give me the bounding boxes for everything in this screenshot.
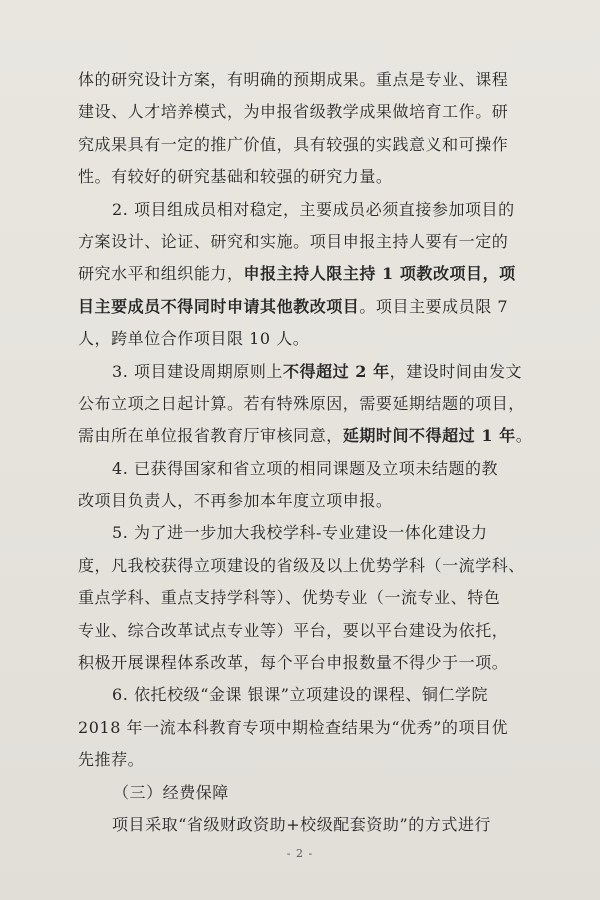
section-heading: （三）经费保障: [113, 782, 229, 802]
text-line: 项目采取“省级财政资助+校级配套资助”的方式进行: [112, 814, 491, 834]
text-line: 2018 年一流本科教育专项中期检查结果为“优秀”的项目优: [78, 717, 509, 737]
text-line: 度，凡我校获得立项建设的省级及以上优势学科（一流学科、: [78, 555, 525, 575]
document-body: [78, 64, 548, 841]
text-line: 重点学科、重点支持学科等）、优势专业（一流专业、特色: [78, 588, 501, 608]
text-segment: 。项目主要成员限 7: [359, 296, 509, 316]
text-line: 究成果具有一定的推广价值，具有较强的实践意义和可操作: [78, 134, 509, 154]
text-line: [78, 258, 548, 290]
emphasized-text: 目主要成员不得同时申请其他教改项目: [78, 296, 360, 316]
text-line: 性。有较好的研究基础和较强的研究力量。: [78, 167, 393, 187]
page-number: - 2 -: [286, 847, 314, 860]
text-line: [78, 420, 548, 452]
text-line: 积极开展课程体系改革，每个平台申报数量不得少于一项。: [78, 653, 509, 673]
text-line: 专业、综合改革试点专业等）平台，要以平台建设为依托，: [78, 620, 509, 640]
text-segment: 研究水平和组织能力，: [78, 264, 244, 284]
text-segment: ，建设时间由发文: [389, 361, 523, 381]
text-segment: 3. 项目建设周期原则上: [112, 361, 283, 381]
emphasized-text: 申报主持人限主持 1 项教改项目，项: [243, 264, 516, 284]
text-line: [78, 356, 548, 388]
text-line: 先推荐。: [78, 750, 145, 770]
text-line: 建设、人才培养模式，为申报省级教学成果做培育工作。研: [78, 102, 509, 122]
text-segment: 。: [515, 426, 533, 446]
emphasized-text: 延期时间不得超过 1 年: [342, 426, 516, 446]
text-segment: 需由所在单位报省教育厅审核同意，: [78, 426, 343, 446]
text-line: 改项目负责人，不再参加本年度立项申报。: [78, 491, 393, 511]
text-line: 公布立项之日起计算。若有特殊原因，需要延期结题的项目，: [78, 393, 525, 413]
text-line: 2. 项目组成员相对稳定，主要成员必须直接参加项目的: [112, 199, 515, 219]
emphasized-text: 不得超过 2 年: [282, 361, 390, 381]
text-line: 6. 依托校级“金课 银课”立项建设的课程、铜仁学院: [112, 685, 489, 705]
text-line: 4. 已获得国家和省立项的相同课题及立项未结题的教: [112, 458, 499, 478]
text-line: 5. 为了进一步加大我校学科-专业建设一体化建设力: [112, 523, 488, 543]
text-line: 体的研究设计方案，有明确的预期成果。重点是专业、课程: [78, 70, 509, 89]
text-line: 方案设计、论证、研究和实施。项目申报主持人要有一定的: [78, 231, 509, 251]
text-line: [78, 291, 548, 323]
text-line: 人，跨单位合作项目限 10 人。: [78, 329, 310, 349]
